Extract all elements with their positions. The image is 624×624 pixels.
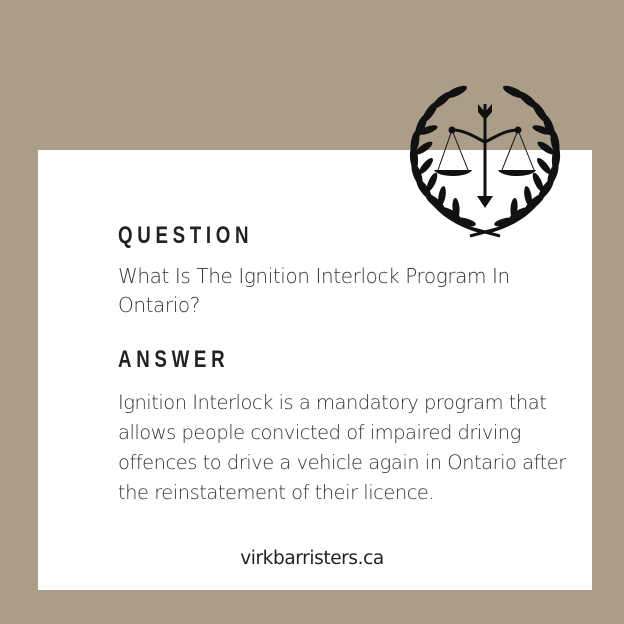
question-heading: QUESTION <box>118 222 254 249</box>
scales-of-justice-laurel-icon <box>404 82 566 238</box>
website-link[interactable]: virkbarristers.ca <box>240 548 384 569</box>
answer-heading: ANSWER <box>118 346 230 373</box>
question-text: What Is The Ignition Interlock Program In Ontario? <box>118 264 510 317</box>
answer-text: Ignition Interlock is a mandatory program that allows people convicted of impaired driving offences to drive a vehicle again in Ontario after the reinstatement of their licence. <box>118 391 566 504</box>
